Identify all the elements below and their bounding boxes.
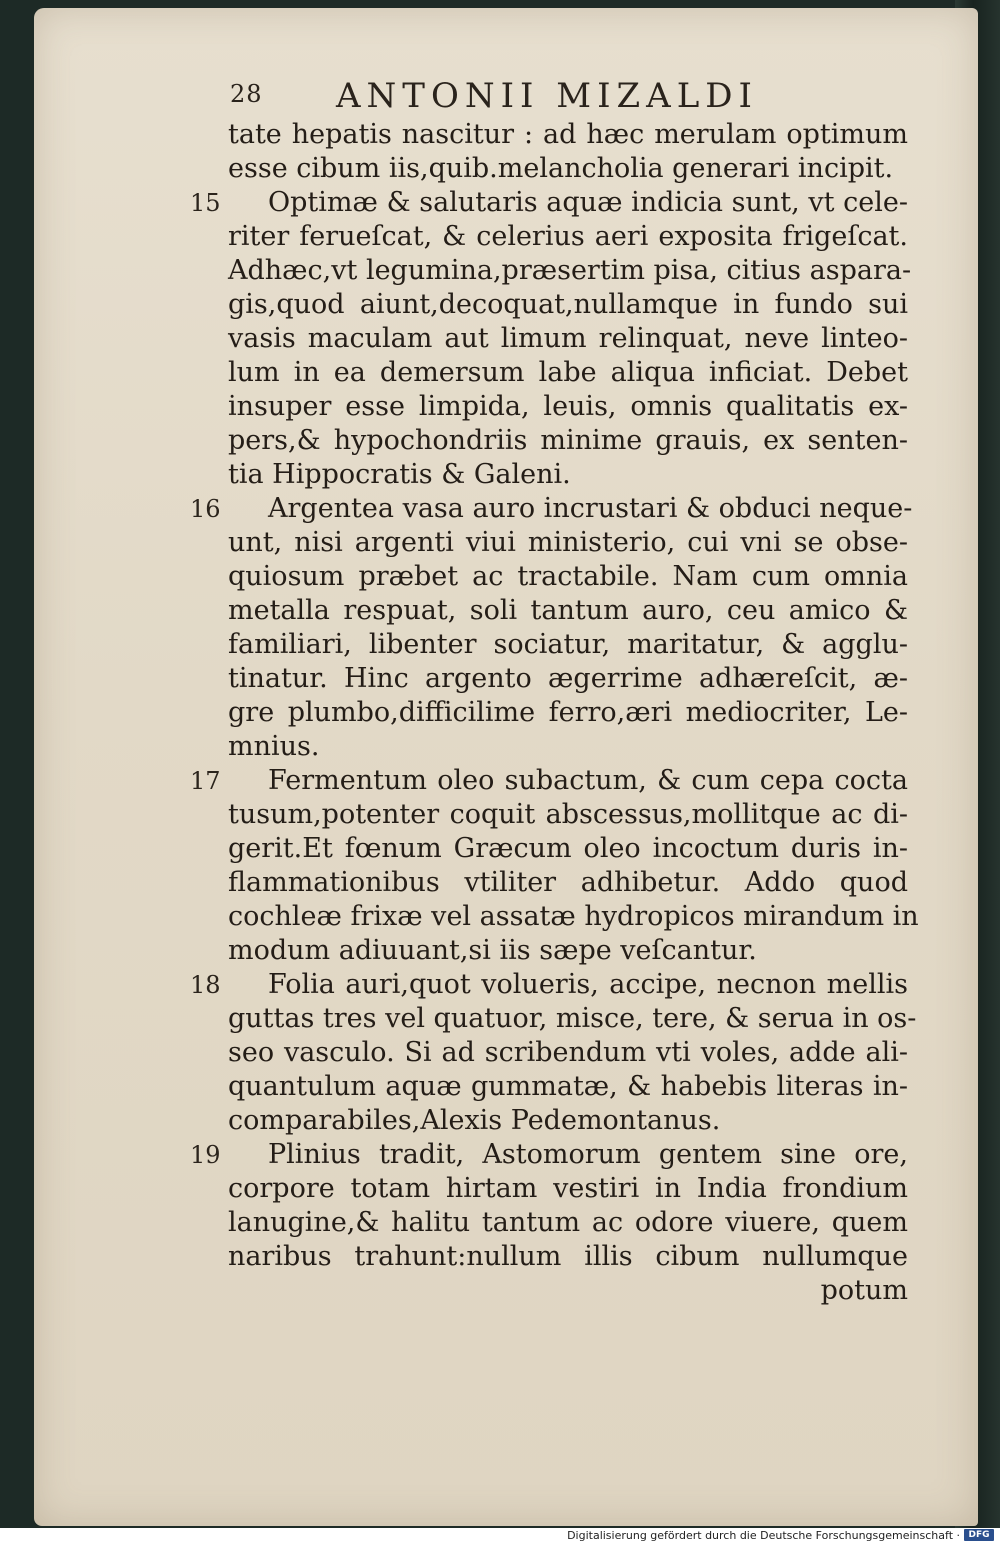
text-line bbox=[150, 764, 920, 798]
line-text: cochleæ frixæ vel assatæ hydropicos mirandum in bbox=[228, 901, 919, 932]
line-text: familiari, libenter sociatur, maritatur, & agglu- bbox=[228, 629, 908, 660]
text-line bbox=[150, 254, 920, 288]
footer-bar bbox=[0, 1528, 1000, 1543]
text-line bbox=[150, 1036, 920, 1070]
line-text: gre plumbo,difficilime ferro,æri mediocriter, Le- bbox=[228, 697, 908, 728]
line-text: modum adiuuant,si iis sæpe veſcantur. bbox=[228, 935, 757, 966]
text-line bbox=[150, 900, 920, 934]
text-line bbox=[150, 152, 920, 186]
text-line bbox=[150, 696, 920, 730]
section-number: 15 bbox=[190, 189, 221, 217]
text-line bbox=[150, 322, 920, 356]
line-text: guttas tres vel quatuor, misce, tere, & serua in os- bbox=[228, 1003, 917, 1034]
line-text: insuper esse limpida, leuis, omnis qualitatis ex- bbox=[228, 391, 908, 422]
page-text-body bbox=[150, 118, 920, 1308]
text-line bbox=[150, 356, 920, 390]
line-text: gis,quod aiunt,decoquat,nullamque in fundo sui bbox=[228, 289, 908, 320]
text-line bbox=[150, 186, 920, 220]
line-text: lanugine,& halitu tantum ac odore viuere, quem bbox=[228, 1207, 908, 1238]
running-header bbox=[230, 76, 830, 116]
line-text: tusum,potenter coquit abscessus,mollitque ac di- bbox=[228, 799, 908, 830]
line-text: Folia auri,quot volueris, accipe, necnon mellis bbox=[268, 969, 908, 1000]
line-text: quantulum aquæ gummatæ, & habebis literas in- bbox=[228, 1071, 908, 1102]
text-line bbox=[150, 492, 920, 526]
text-line bbox=[150, 798, 920, 832]
text-line bbox=[150, 594, 920, 628]
text-line bbox=[150, 934, 920, 968]
text-line bbox=[150, 458, 920, 492]
line-text: pers,& hypochondriis minime grauis, ex senten- bbox=[228, 425, 908, 456]
text-line bbox=[150, 390, 920, 424]
catchword-line bbox=[150, 1274, 920, 1308]
funding-credit: Digitalisierung gefördert durch die Deutsche Forschungsgemeinschaft · bbox=[567, 1529, 960, 1542]
text-line bbox=[150, 662, 920, 696]
line-text: Argentea vasa auro incrustari & obduci neque- bbox=[268, 493, 913, 524]
line-text: Adhæc,vt legumina,præsertim pisa, citius aspara- bbox=[228, 255, 912, 286]
section-number: 16 bbox=[190, 495, 221, 523]
text-line bbox=[150, 1070, 920, 1104]
text-line bbox=[150, 288, 920, 322]
text-line bbox=[150, 968, 920, 1002]
text-line bbox=[150, 560, 920, 594]
line-text: naribus trahunt:nullum illis cibum nullumque bbox=[228, 1241, 908, 1272]
line-text: tate hepatis nascitur : ad hæc merulam optimum bbox=[228, 119, 908, 150]
line-text: quiosum præbet ac tractabile. Nam cum omnia bbox=[228, 561, 908, 592]
line-text: seo vasculo. Si ad scribendum vti voles, adde ali- bbox=[228, 1037, 908, 1068]
text-line bbox=[150, 118, 920, 152]
line-text: Fermentum oleo subactum, & cum cepa cocta bbox=[268, 765, 908, 796]
line-text: esse cibum iis,quib.melancholia generari incipit. bbox=[228, 153, 894, 184]
line-text: gerit.Et fœnum Græcum oleo incoctum duris in- bbox=[228, 833, 908, 864]
section-number: 17 bbox=[190, 767, 221, 795]
line-text: Plinius tradit, Astomorum gentem sine ore, bbox=[268, 1139, 908, 1170]
section-number: 19 bbox=[190, 1141, 221, 1169]
text-line bbox=[150, 1172, 920, 1206]
text-line bbox=[150, 424, 920, 458]
text-line bbox=[150, 1002, 920, 1036]
line-text: unt, nisi argenti viui ministerio, cui vni se obse- bbox=[228, 527, 908, 558]
line-text: tinatur. Hinc argento ægerrime adhæreſcit, æ- bbox=[228, 663, 908, 694]
line-text: tia Hippocratis & Galeni. bbox=[228, 459, 571, 490]
line-text: corpore totam hirtam vestiri in India frondium bbox=[228, 1173, 908, 1204]
catchword: potum bbox=[820, 1275, 908, 1306]
running-title: ANTONII MIZALDI bbox=[336, 76, 758, 116]
dfg-logo: DFG bbox=[964, 1529, 994, 1541]
text-line bbox=[150, 220, 920, 254]
line-text: riter ferueſcat, & celerius aeri exposita frigeſcat. bbox=[228, 221, 908, 252]
line-text: metalla respuat, soli tantum auro, ceu amico & bbox=[228, 595, 908, 626]
text-line bbox=[150, 1138, 920, 1172]
text-line bbox=[150, 1104, 920, 1138]
line-text: Optimæ & salutaris aquæ indicia sunt, vt cele- bbox=[268, 187, 908, 218]
text-line bbox=[150, 1240, 920, 1274]
text-line bbox=[150, 730, 920, 764]
text-line bbox=[150, 1206, 920, 1240]
line-text: comparabiles,Alexis Pedemontanus. bbox=[228, 1105, 721, 1136]
text-line bbox=[150, 526, 920, 560]
line-text: flammationibus vtiliter adhibetur. Addo quod bbox=[228, 867, 908, 898]
line-text: vasis maculam aut limum relinquat, neve linteo- bbox=[228, 323, 908, 354]
line-text: mnius. bbox=[228, 731, 320, 762]
text-line bbox=[150, 832, 920, 866]
section-number: 18 bbox=[190, 971, 221, 999]
text-line bbox=[150, 628, 920, 662]
text-line bbox=[150, 866, 920, 900]
page-number: 28 bbox=[230, 80, 263, 108]
line-text: lum in ea demersum labe aliqua inficiat. Debet bbox=[228, 357, 908, 388]
